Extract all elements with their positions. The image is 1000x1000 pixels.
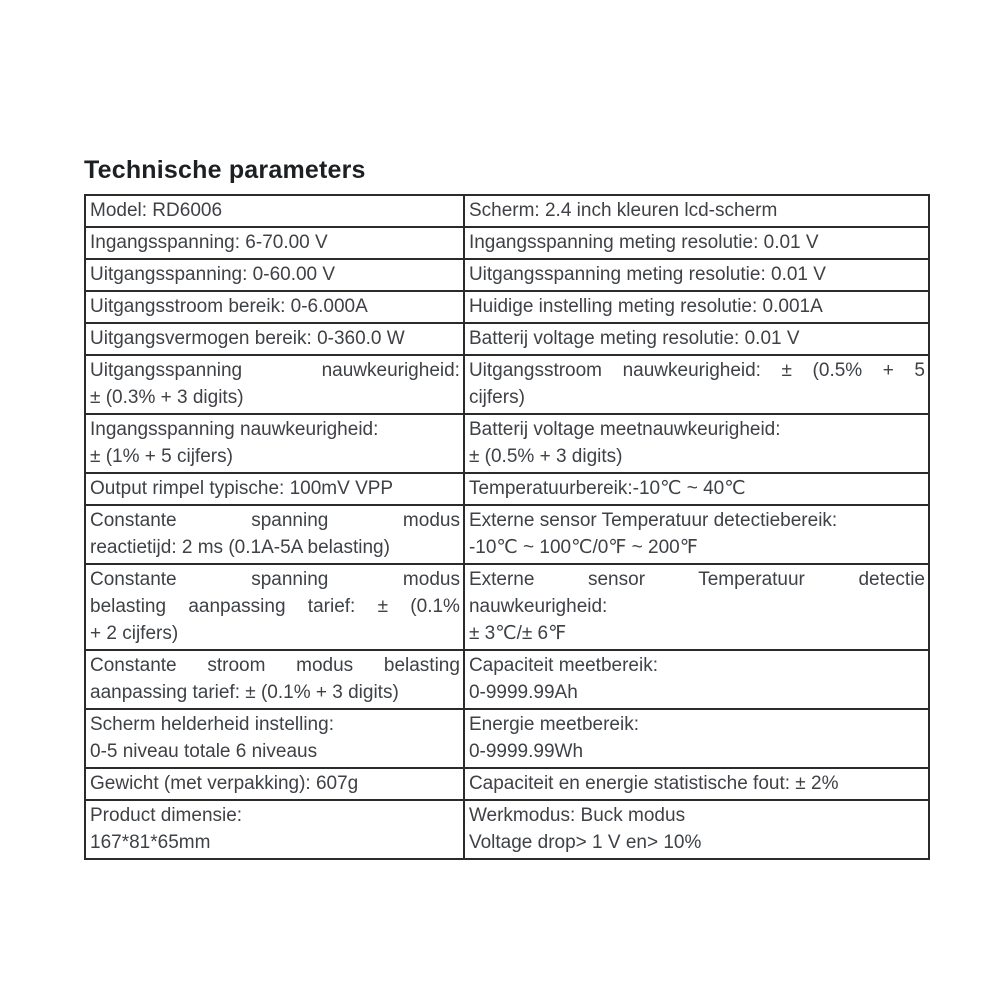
cell-line: Constante spanning modus	[90, 510, 460, 531]
spec-table	[84, 194, 930, 860]
cell-line: nauwkeurigheid:	[468, 596, 608, 617]
cell-line: Uitgangsspanning meting resolutie: 0.01 V	[468, 264, 826, 285]
cell-line: Constante spanning modus	[90, 569, 460, 590]
table-row	[85, 768, 929, 800]
spec-section	[84, 156, 930, 860]
spec-cell-right	[464, 473, 929, 505]
cell-line: Energie meetbereik:	[468, 714, 639, 735]
cell-line: reactietijd: 2 ms (0.1A-5A belasting)	[90, 537, 390, 558]
table-row	[85, 473, 929, 505]
cell-line: -10℃ ~ 100℃/0℉ ~ 200℉	[468, 537, 698, 558]
cell-line: 0-9999.99Wh	[468, 741, 584, 762]
cell-line: Uitgangsspanning nauwkeurigheid:	[90, 360, 460, 381]
cell-line: ± 3℃/± 6℉	[468, 623, 567, 644]
spec-cell-left	[85, 227, 464, 259]
cell-line: Ingangsspanning nauwkeurigheid:	[90, 419, 379, 440]
table-row	[85, 650, 929, 709]
spec-cell-right	[464, 291, 929, 323]
cell-line: Uitgangsstroom nauwkeurigheid: ± (0.5% + 5	[468, 360, 925, 381]
spec-cell-right	[464, 195, 929, 227]
cell-line: Uitgangsspanning: 0-60.00 V	[90, 264, 336, 285]
spec-cell-right	[464, 323, 929, 355]
table-row	[85, 323, 929, 355]
cell-line: Voltage drop> 1 V en> 10%	[468, 832, 702, 853]
cell-line: 167*81*65mm	[90, 832, 211, 853]
cell-line: Capaciteit meetbereik:	[468, 655, 658, 676]
cell-line: Scherm helderheid instelling:	[90, 714, 334, 735]
cell-line: + 2 cijfers)	[90, 623, 179, 644]
table-row	[85, 355, 929, 414]
spec-cell-left	[85, 800, 464, 859]
spec-table-body	[85, 195, 929, 859]
cell-line: Scherm: 2.4 inch kleuren lcd-scherm	[468, 200, 778, 221]
cell-line: ± (0.5% + 3 digits)	[468, 446, 623, 467]
spec-cell-left	[85, 323, 464, 355]
spec-cell-right	[464, 650, 929, 709]
cell-line: Externe sensor Temperatuur detectiebereik:	[468, 510, 838, 531]
spec-cell-right	[464, 414, 929, 473]
cell-line: Huidige instelling meting resolutie: 0.001A	[468, 296, 823, 317]
cell-line: Gewicht (met verpakking): 607g	[90, 773, 359, 794]
cell-line: belasting aanpassing tarief: ± (0.1%	[90, 596, 460, 617]
cell-line: aanpassing tarief: ± (0.1% + 3 digits)	[90, 682, 399, 703]
table-row	[85, 709, 929, 768]
spec-cell-right	[464, 768, 929, 800]
spec-cell-right	[464, 259, 929, 291]
table-row	[85, 259, 929, 291]
cell-line: Externe sensor Temperatuur detectie	[468, 569, 925, 590]
spec-cell-left	[85, 564, 464, 650]
spec-cell-right	[464, 564, 929, 650]
table-row	[85, 227, 929, 259]
spec-cell-right	[464, 800, 929, 859]
table-row	[85, 291, 929, 323]
spec-cell-left	[85, 650, 464, 709]
page-title: Technische parameters	[84, 156, 366, 184]
cell-line: Uitgangsvermogen bereik: 0-360.0 W	[90, 328, 405, 349]
cell-line: Werkmodus: Buck modus	[468, 805, 686, 826]
spec-cell-left	[85, 291, 464, 323]
cell-line: ± (0.3% + 3 digits)	[90, 387, 244, 408]
spec-cell-left	[85, 768, 464, 800]
cell-line: Product dimensie:	[90, 805, 243, 826]
cell-line: Uitgangsstroom bereik: 0-6.000A	[90, 296, 368, 317]
spec-cell-left	[85, 709, 464, 768]
cell-line: Batterij voltage meting resolutie: 0.01 V	[468, 328, 800, 349]
spec-cell-right	[464, 355, 929, 414]
cell-line: Capaciteit en energie statistische fout: ± 2%	[468, 773, 839, 794]
cell-line: Ingangsspanning: 6-70.00 V	[90, 232, 328, 253]
spec-cell-left	[85, 259, 464, 291]
spec-cell-left	[85, 355, 464, 414]
spec-cell-right	[464, 227, 929, 259]
cell-line: Temperatuurbereik:-10℃ ~ 40℃	[468, 478, 746, 499]
spec-cell-right	[464, 505, 929, 564]
spec-cell-right	[464, 709, 929, 768]
table-row	[85, 505, 929, 564]
cell-line: Batterij voltage meetnauwkeurigheid:	[468, 419, 781, 440]
cell-line: 0-9999.99Ah	[468, 682, 578, 703]
cell-line: 0-5 niveau totale 6 niveaus	[90, 741, 318, 762]
table-row	[85, 195, 929, 227]
cell-line: Ingangsspanning meting resolutie: 0.01 V	[468, 232, 819, 253]
cell-line: Output rimpel typische: 100mV VPP	[90, 478, 394, 499]
spec-cell-left	[85, 414, 464, 473]
cell-line: cijfers)	[468, 387, 525, 408]
table-row	[85, 800, 929, 859]
cell-line: Model: RD6006	[90, 200, 223, 221]
spec-cell-left	[85, 505, 464, 564]
spec-cell-left	[85, 473, 464, 505]
spec-cell-left	[85, 195, 464, 227]
cell-line: ± (1% + 5 cijfers)	[90, 446, 233, 467]
cell-line: Constante stroom modus belasting	[90, 655, 460, 676]
table-row	[85, 564, 929, 650]
table-row	[85, 414, 929, 473]
